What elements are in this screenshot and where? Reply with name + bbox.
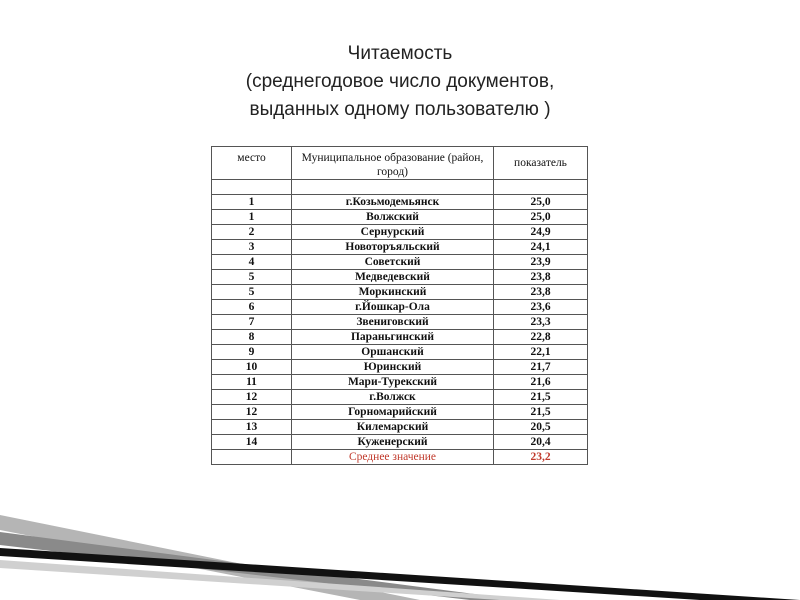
header-indicator: показатель (494, 147, 588, 180)
name-cell: Звениговский (292, 315, 494, 330)
value-cell: 21,7 (494, 360, 588, 375)
name-cell: Юринский (292, 360, 494, 375)
value-cell: 23,3 (494, 315, 588, 330)
name-cell: г.Волжск (292, 390, 494, 405)
name-cell: Моркинский (292, 285, 494, 300)
place-cell: 1 (212, 195, 292, 210)
place-cell: 5 (212, 270, 292, 285)
place-cell: 13 (212, 420, 292, 435)
place-cell: 10 (212, 360, 292, 375)
place-cell: 1 (212, 210, 292, 225)
value-cell: 23,9 (494, 255, 588, 270)
place-cell: 12 (212, 405, 292, 420)
name-cell: Советский (292, 255, 494, 270)
name-cell: Оршанский (292, 345, 494, 360)
place-cell: 6 (212, 300, 292, 315)
title-line-1: Читаемость (347, 43, 453, 64)
name-cell: Новоторъяльский (292, 240, 494, 255)
name-cell: Мари-Турекский (292, 375, 494, 390)
value-cell: 25,0 (494, 210, 588, 225)
name-cell: Куженерский (292, 435, 494, 450)
value-cell: 22,1 (494, 345, 588, 360)
header-municipality: Муниципальное образование (район, город) (292, 147, 494, 180)
name-cell: Медведевский (292, 270, 494, 285)
place-cell: 11 (212, 375, 292, 390)
value-cell: 21,5 (494, 405, 588, 420)
name-cell: Горномарийский (292, 405, 494, 420)
place-cell: 2 (212, 225, 292, 240)
place-cell: 3 (212, 240, 292, 255)
title-line-3: выданных одному пользователю ) (249, 99, 551, 120)
name-cell: Волжский (292, 210, 494, 225)
place-cell: 5 (212, 285, 292, 300)
value-cell: 23,6 (494, 300, 588, 315)
value-cell: 23,8 (494, 270, 588, 285)
value-cell: 20,4 (494, 435, 588, 450)
average-value: 23,2 (494, 450, 588, 465)
value-cell: 21,6 (494, 375, 588, 390)
value-cell: 25,0 (494, 195, 588, 210)
average-label: Среднее значение (292, 450, 494, 465)
place-cell: 4 (212, 255, 292, 270)
value-cell: 20,5 (494, 420, 588, 435)
place-cell: 12 (212, 390, 292, 405)
value-cell: 23,8 (494, 285, 588, 300)
place-cell: 7 (212, 315, 292, 330)
value-cell: 24,9 (494, 225, 588, 240)
place-cell: 8 (212, 330, 292, 345)
place-cell: 9 (212, 345, 292, 360)
value-cell: 22,8 (494, 330, 588, 345)
header-place: место (212, 147, 292, 180)
title-line-2: (среднегодовое число документов, (245, 71, 555, 92)
value-cell: 21,5 (494, 390, 588, 405)
place-cell: 14 (212, 435, 292, 450)
name-cell: г.Козьмодемьянск (292, 195, 494, 210)
name-cell: Сернурский (292, 225, 494, 240)
value-cell: 24,1 (494, 240, 588, 255)
name-cell: г.Йошкар-Ола (292, 300, 494, 315)
name-cell: Параньгинский (292, 330, 494, 345)
name-cell: Килемарский (292, 420, 494, 435)
